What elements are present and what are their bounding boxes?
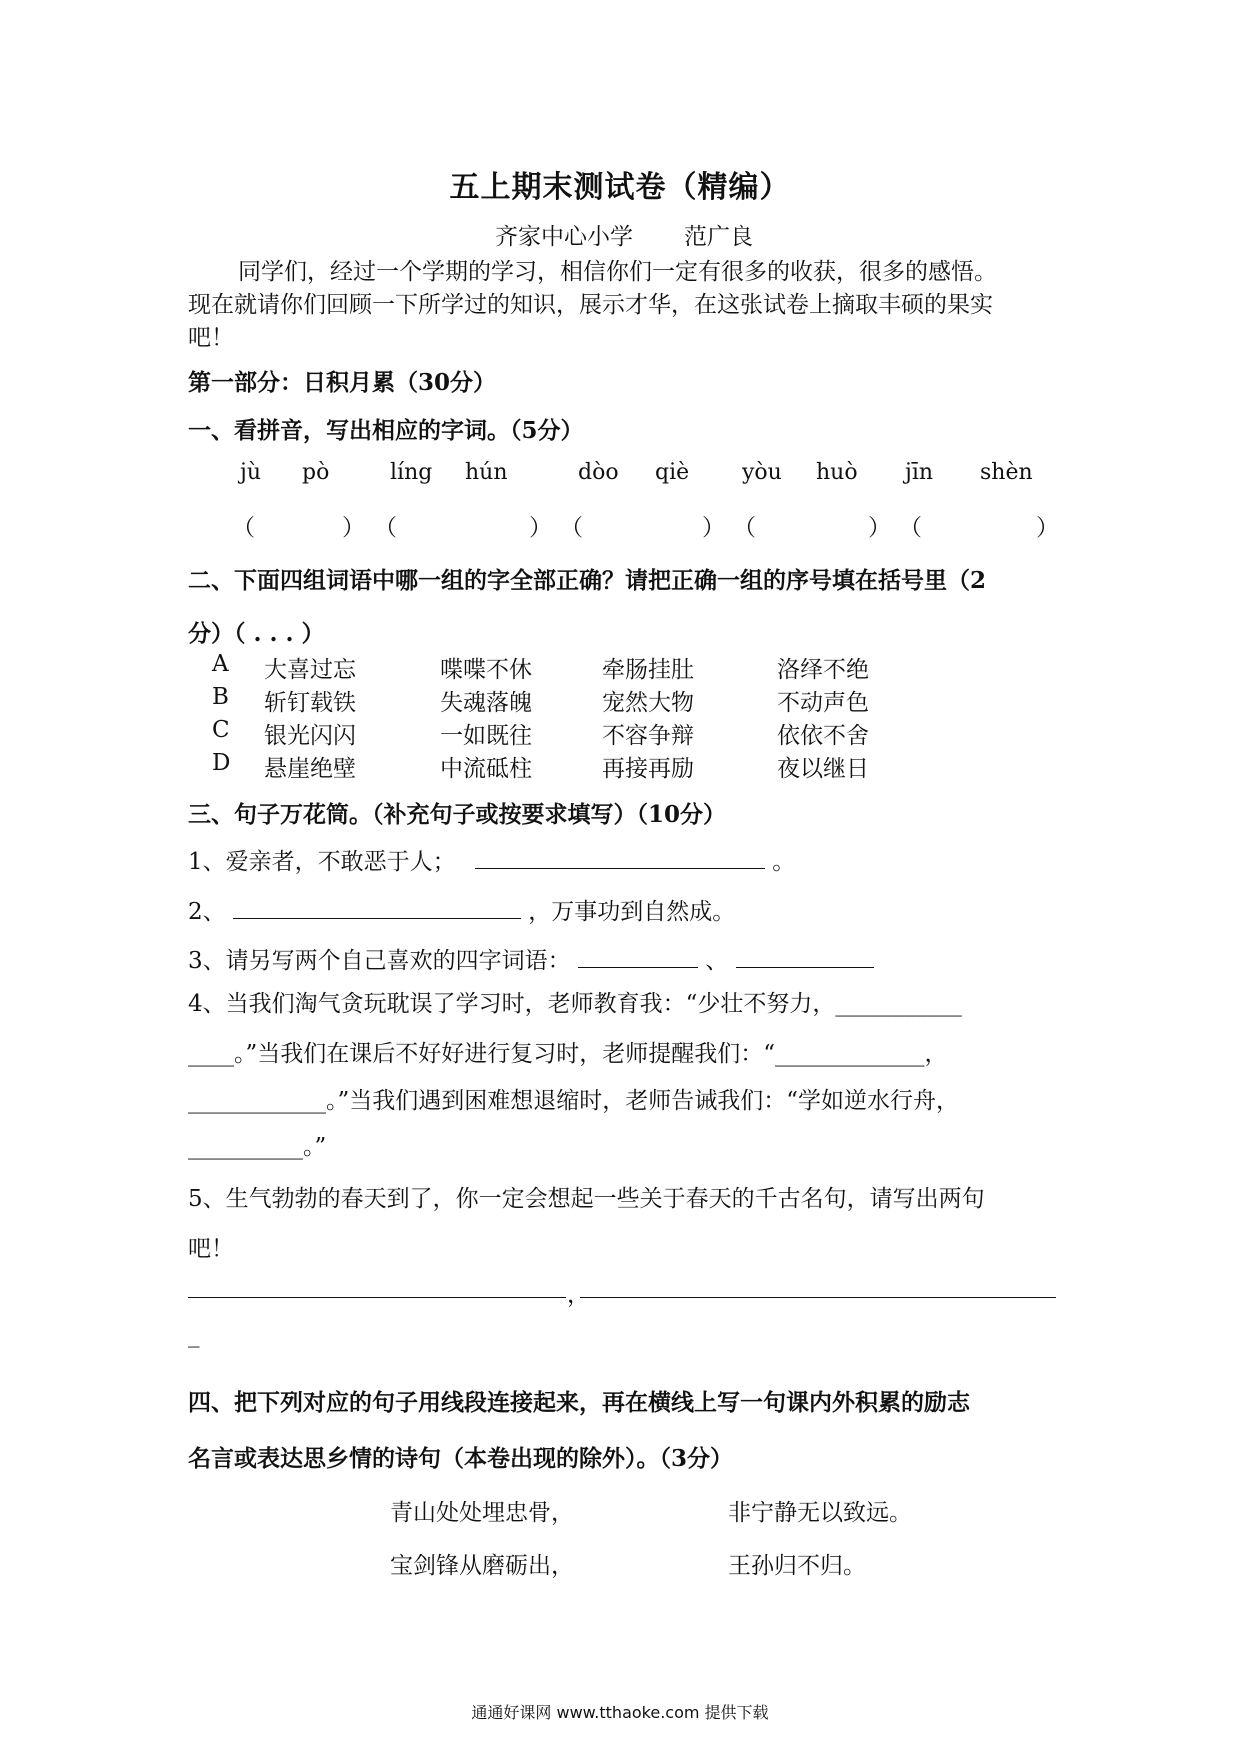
pinyin-3: líng (390, 460, 433, 485)
option-word: 银光闪闪 (264, 723, 356, 749)
option-letter: B (212, 684, 229, 710)
option-word: 再接再励 (602, 756, 694, 782)
intro-line-3: 吧！ (188, 325, 234, 351)
answer-blank[interactable] (736, 945, 874, 968)
bracket-close-1: ） (342, 515, 365, 541)
option-word: 不动声色 (777, 690, 869, 716)
option-letter: A (212, 651, 229, 677)
q3-item-4-line-1: 4、当我们淘气贪玩耽误了学习时，老师教育我：“少壮不努力，___________ (188, 991, 962, 1017)
answer-blank[interactable] (475, 846, 765, 869)
q2-heading-line-2: 分）（ . . . ） (188, 620, 325, 647)
match-left-2[interactable]: 宝剑锋从磨砺出， (390, 1553, 574, 1579)
option-word: 牵肠挂肚 (602, 657, 694, 683)
q3-item-3 (188, 942, 874, 975)
q3-item-3-separator: 、 (705, 948, 729, 974)
pinyin-1: jù (240, 460, 261, 485)
q3-item-2-suffix: ，万事功到自然成。 (528, 899, 736, 925)
q3-item-2 (188, 893, 735, 926)
answer-blank[interactable] (578, 945, 698, 968)
q4-heading-line-1: 四、把下列对应的句子用线段连接起来，再在横线上写一句课内外积累的励志 (188, 1389, 970, 1416)
match-right-1[interactable]: 非宁静无以致远。 (728, 1500, 912, 1526)
match-right-2[interactable]: 王孙归不归。 (728, 1553, 866, 1579)
pinyin-9: jīn (905, 460, 934, 485)
option-word: 夜以继日 (777, 756, 869, 782)
q3-item-3-prefix: 3、请另写两个自己喜欢的四字词语： (188, 948, 571, 974)
bracket-open-4: （ (733, 515, 756, 541)
option-word: 大喜过忘 (264, 657, 356, 683)
teacher-name: 范广良 (684, 224, 753, 250)
match-left-1[interactable]: 青山处处埋忠骨， (390, 1500, 574, 1526)
bracket-open-2: （ (374, 515, 397, 541)
bracket-close-3: ） (702, 515, 725, 541)
pinyin-10: shèn (980, 460, 1033, 485)
option-word: 宠然大物 (602, 690, 694, 716)
school-name: 齐家中心小学 (495, 224, 633, 250)
bracket-close-5: ） (1036, 515, 1059, 541)
bracket-close-2: ） (529, 515, 552, 541)
option-word: 洛绎不绝 (777, 657, 869, 683)
option-letter: D (212, 750, 231, 776)
q3-item-4-line-2: ____。”当我们在课后不好好进行复习时，老师提醒我们：“_____________， (188, 1041, 948, 1067)
footer-text: 通通好课网 www.tthaoke.com 提供下载 (471, 1703, 769, 1722)
q1-heading: 一、看拼音，写出相应的字词。（5分） (188, 417, 584, 444)
option-word: 喋喋不休 (440, 657, 532, 683)
q3-item-4-line-4: __________。” (188, 1134, 327, 1160)
bracket-open-5: （ (899, 515, 922, 541)
answer-blank[interactable] (580, 1297, 1056, 1298)
q3-item-1 (188, 843, 795, 876)
page-title: 五上期末测试卷（精编） (449, 170, 791, 205)
intro-line-1: 同学们，经过一个学期的学习，相信你们一定有很多的收获，很多的感悟。 (238, 259, 997, 285)
q3-heading: 三、句子万花筒。（补充句子或按要求填写）（10分） (188, 801, 727, 828)
option-word: 不容争辩 (602, 723, 694, 749)
pinyin-7: yòu (742, 460, 782, 485)
option-word: 斩钉载铁 (264, 690, 356, 716)
pinyin-6: qiè (655, 460, 690, 485)
part1-heading: 第一部分：日积月累（30分） (188, 369, 497, 396)
option-word: 依依不舍 (777, 723, 869, 749)
pinyin-5: dòo (578, 460, 619, 485)
answer-blank[interactable] (188, 1297, 566, 1298)
bracket-open-1: （ (232, 515, 255, 541)
q3-item-2-prefix: 2、 (188, 899, 226, 925)
bracket-close-4: ） (868, 515, 891, 541)
answer-blank[interactable] (233, 896, 521, 919)
q3-item-1-prefix: 1、爱亲者，不敢恶于人； (188, 849, 456, 875)
option-word: 一如既往 (440, 723, 532, 749)
q2-heading-line-1: 二、下面四组词语中哪一组的字全部正确？请把正确一组的序号填在括号里（2 (188, 567, 987, 594)
q3-item-5-dash: _ (188, 1322, 200, 1348)
q3-item-5-line-1: 5、生气勃勃的春天到了，你一定会想起一些关于春天的千古名句，请写出两句 (188, 1186, 985, 1212)
option-word: 悬崖绝壁 (264, 756, 356, 782)
option-word: 失魂落魄 (440, 690, 532, 716)
q3-item-1-suffix: 。 (772, 849, 796, 875)
bracket-open-3: （ (560, 515, 583, 541)
q4-heading-line-2: 名言或表达思乡情的诗句（本卷出现的除外）。（3分） (188, 1445, 734, 1472)
pinyin-2: pò (302, 460, 330, 485)
q3-item-4-line-3: ____________。”当我们遇到困难想退缩时，老师告诫我们：“学如逆水行舟， (188, 1088, 960, 1114)
intro-line-2: 现在就请你们回顾一下所学过的知识，展示才华，在这张试卷上摘取丰硕的果实 (188, 292, 993, 318)
option-letter: C (212, 717, 230, 743)
pinyin-4: hún (465, 460, 508, 485)
q3-item-5-comma: ， (567, 1282, 590, 1308)
q3-item-5-line-2: 吧！ (188, 1236, 234, 1262)
option-word: 中流砥柱 (440, 756, 532, 782)
pinyin-8: huò (816, 460, 858, 485)
